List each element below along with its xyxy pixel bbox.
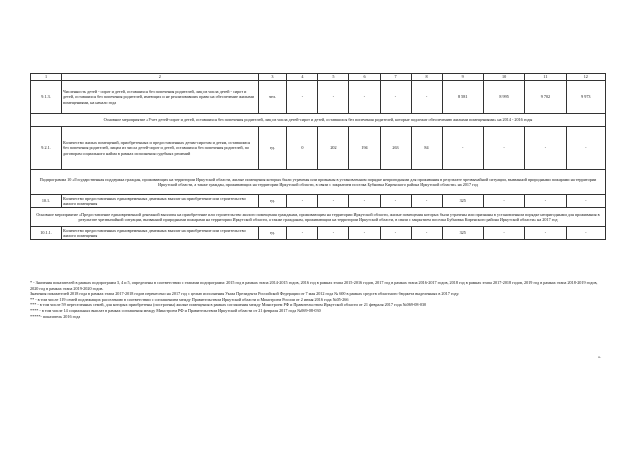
- col-header: 5: [318, 74, 349, 81]
- value-cell: 202: [318, 127, 349, 170]
- value-cell: 0: [287, 127, 318, 170]
- value-cell: -: [287, 81, 318, 114]
- footnote: *****- показатель 2016 года: [30, 313, 81, 319]
- value-cell: -: [525, 195, 566, 208]
- col-header: 4: [287, 74, 318, 81]
- unit-cell: чел.: [258, 81, 287, 114]
- value-cell: -: [318, 81, 349, 114]
- value-cell: 9 702: [525, 81, 566, 114]
- indicator-name: Количество предоставленных единовременных денежных выплат на приобретение или строительство жилого помещения: [62, 227, 258, 240]
- col-header: 2: [62, 74, 258, 81]
- page-mark: ».: [598, 354, 602, 359]
- value-cell: -: [525, 127, 566, 170]
- row-number: 10.1.: [31, 195, 62, 208]
- value-cell: 263: [380, 127, 411, 170]
- col-header: 6: [349, 74, 380, 81]
- table-row: [31, 127, 606, 170]
- col-header: 12: [566, 74, 605, 81]
- value-cell: -: [380, 81, 411, 114]
- footnote: * - Значения показателей в рамках подпрограмм 3, 4 и 5, определены в соответствии с этапами подпрограмм: 2015 год в рамках этапа 2014-2015 годов, 2016 год в рамках этапа 2015-2016 годов, 2017 год в рамках этапа 2016-2017 годов, 2018 год в рамках этапа 2017-2018 годов, 2019 год в рамках этапа 2018-2019 годов, 2020 год в рамках этапа 2019-2020 годов.: [30, 280, 598, 291]
- subprogram-row: [31, 170, 606, 195]
- footnotes: [30, 280, 606, 319]
- section-row: [31, 208, 606, 227]
- value-cell: -: [566, 127, 605, 170]
- value-cell: -: [483, 227, 524, 240]
- col-header: 8: [411, 74, 442, 81]
- value-cell: -: [318, 195, 349, 208]
- table-row: [31, 195, 606, 208]
- indicator-name: Численность детей - сирот и детей, оставшихся без попечения родителей, лиц из числа детей - сирот и детей, оставшихся без попечения родителей, имеющих и не реализовавших право на обеспечение жилыми помещениями, на начало года: [62, 81, 258, 114]
- value-cell: -: [411, 195, 442, 208]
- value-cell: -: [566, 227, 605, 240]
- value-cell: -: [411, 81, 442, 114]
- value-cell: -: [483, 127, 524, 170]
- value-cell: 325: [442, 195, 483, 208]
- value-cell: 9 973: [566, 81, 605, 114]
- section-title: Основное мероприятие «Учет детей-сирот и детей, оставшихся без попечения родителей, лиц из числа детей-сирот и детей, оставшихся без попечения родителей, которые подлежат обеспечению жилыми помещениями» на 2014 - 2016 годы: [31, 114, 606, 127]
- row-number: 9.2.1.: [31, 127, 62, 170]
- value-cell: -: [566, 195, 605, 208]
- footnote: ** - в том числе 119 семей подлежащих расселению в соответствии с соглашением между Правительством Иркутской области и Минстроем России от 2 июня 2016 года №05-266: [30, 296, 349, 302]
- value-cell: 8 995: [483, 81, 524, 114]
- value-cell: 194: [349, 127, 380, 170]
- value-cell: -: [349, 227, 380, 240]
- value-cell: 84: [411, 127, 442, 170]
- col-header: 11: [525, 74, 566, 81]
- indicator-name: Количество предоставленных единовременных денежных выплат на приобретение или строительство жилого помещения: [62, 195, 258, 208]
- col-header: 10: [483, 74, 524, 81]
- value-cell: -: [525, 227, 566, 240]
- unit-cell: ед.: [258, 195, 287, 208]
- value-cell: -: [380, 195, 411, 208]
- value-cell: -: [287, 227, 318, 240]
- row-number: 9.1.3.: [31, 81, 62, 114]
- col-header: 7: [380, 74, 411, 81]
- section-title: Основное мероприятие «Предоставление единовременной денежной выплаты на приобретение или строительство жилого помещения гражданам, проживающим на территории Иркутской области, жилые помещения которых были утрачены или признаны в установленном порядке непригодными для проживания в результате чрезвычайной ситуации, вызванной природными пожарами на территории Иркутской области, а также гражданам, проживающим на территории Иркутской области, в связи с закрытием поселка Бубновка Киренского района Иркутской области» на 2017 год: [31, 208, 606, 227]
- value-cell: -: [349, 195, 380, 208]
- value-cell: -: [318, 227, 349, 240]
- indicators-table: [30, 73, 606, 240]
- col-header: 1: [31, 74, 62, 81]
- value-cell: -: [349, 81, 380, 114]
- value-cell: 325: [442, 227, 483, 240]
- unit-cell: ед.: [258, 227, 287, 240]
- indicator-name: Количество жилых помещений, приобретенных и предоставленных детям-сиротам и детям, оставшимся без попечения родителей, лицам из числа детей-сирот и детей, оставшихся без попечения родителей, по договорам социального найма в рамках исполнения судебных решений: [62, 127, 258, 170]
- value-cell: -: [380, 227, 411, 240]
- footnote: **** - в том числе 14 социальных выплат в рамках соглашения между Минстроем РФ и Правительством Иркутской области от 21 февраля 2017 года №069-08-030: [30, 307, 321, 313]
- value-cell: 8 581: [442, 81, 483, 114]
- header-row: [31, 74, 606, 81]
- value-cell: -: [287, 195, 318, 208]
- table-row: [31, 227, 606, 240]
- subprogram-title: Подпрограмма 10 «Государственная поддержка граждан, проживающих на территории Иркутской области, жилые помещения которых были утрачены или признаны в установленном порядке непригодными для проживания в результате чрезвычайной ситуации, вызванной природными пожарами на территории Иркутской области, а также граждан, проживающих на территории Иркутской области, в связи с закрытием поселка Бубновка Киренского района Иркутской области» на 2017 год: [31, 170, 606, 195]
- col-header: 3: [258, 74, 287, 81]
- value-cell: -: [411, 227, 442, 240]
- value-cell: -: [483, 195, 524, 208]
- unit-cell: ед.: [258, 127, 287, 170]
- footnote: Значения показателей 2018 года в рамках этапа 2017-2018 годов перенесено на 2017 год с целью исполнения Указа Президента Российской Федерации от 7 мая 2012 года № 600 в рамках средств областного бюджета выделенных в 2017 году.: [30, 291, 460, 297]
- value-cell: -: [442, 127, 483, 170]
- footnote: *** - в том числе 59 переселенных семей, для которых приобретены (построены) жилые помещения в рамках соглашения между Минстроем РФ и Правительством Иркутской области от 21 февраля 2017 года №069-08-030: [30, 302, 427, 308]
- table-row: [31, 81, 606, 114]
- col-header: 9: [442, 74, 483, 81]
- section-row: [31, 114, 606, 127]
- row-number: 10.1.1.: [31, 227, 62, 240]
